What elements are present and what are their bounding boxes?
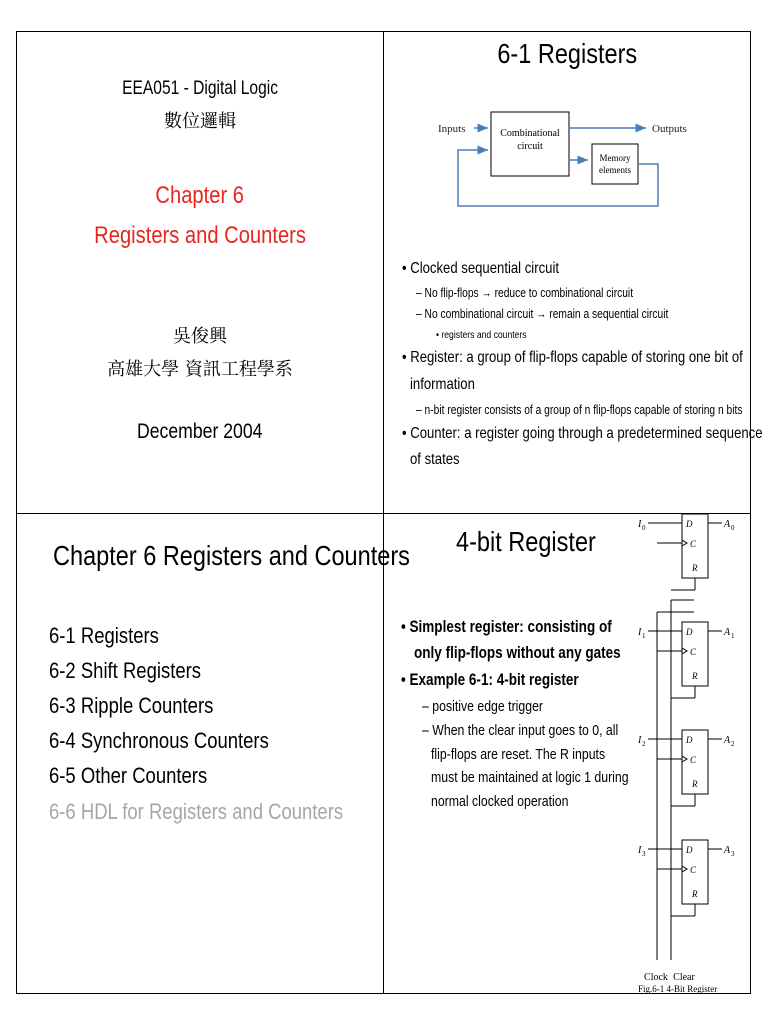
sub-nbit-register: – n-bit register consists of a group of n flip-flops capable of storing n bits	[416, 403, 743, 417]
bullet-counter-2: of states	[410, 451, 460, 468]
pin-c-label: C	[690, 755, 697, 765]
pin-d-label: D	[686, 519, 693, 529]
memory-box	[592, 144, 638, 184]
input-label: I	[638, 519, 642, 530]
department: 高雄大學 資訊工程學系	[107, 359, 293, 380]
input-label: I	[638, 845, 642, 856]
bullet-clocked: • Clocked sequential circuit	[402, 260, 560, 277]
pin-c-label: C	[690, 539, 697, 549]
sub-no-flipflops: – No flip-flops → reduce to combinational circuit	[416, 286, 634, 300]
slide-title: Chapter 6 Registers and Counters	[53, 540, 410, 571]
sub-edge-trigger: – positive edge trigger	[422, 698, 544, 715]
toc-item: 6-4 Synchronous Counters	[49, 728, 269, 753]
pin-d-label: D	[686, 627, 693, 637]
sub-clear-2: flip-flops are reset. The R inputs	[431, 746, 606, 763]
slide-registers	[384, 32, 763, 513]
date-line	[17, 420, 383, 444]
bullet-simplest-1: • Simplest register: consisting of	[401, 618, 612, 636]
pin-c-label: C	[690, 647, 697, 657]
chapter-title: Registers and Counters	[94, 222, 306, 249]
pin-d-label: D	[686, 735, 693, 745]
toc-item: 6-5 Other Counters	[49, 763, 208, 788]
toc-item: 6-2 Shift Registers	[49, 658, 202, 683]
output-label: A	[724, 519, 731, 530]
sub-clear-3: must be maintained at logic 1 during	[431, 769, 629, 786]
slide-title	[17, 32, 383, 513]
outputs-label: Outputs	[652, 123, 687, 135]
bullet-register-1: • Register: a group of flip-flops capable of storing one bit of	[402, 349, 743, 366]
output-label: A	[724, 845, 731, 856]
clear-label: Clear	[673, 972, 695, 983]
mem-label-1: Memory	[599, 153, 631, 163]
subsub-registers-counters: • registers and counters	[436, 329, 527, 341]
chapter-title-line	[17, 222, 383, 250]
pin-r-label: R	[692, 563, 698, 573]
input-label: I	[638, 735, 642, 746]
slide-contents	[17, 514, 410, 993]
slide-title: 6-1 Registers	[497, 38, 637, 69]
pin-c-label: C	[690, 865, 697, 875]
output-subscript: 3	[731, 850, 735, 858]
course-code: EEA051 - Digital Logic	[122, 78, 278, 99]
input-subscript: 3	[642, 850, 646, 858]
comb-label-2: circuit	[517, 141, 543, 152]
output-subscript: 1	[731, 632, 735, 640]
sequential-circuit-diagram	[436, 110, 736, 218]
input-subscript: 0	[642, 524, 646, 532]
output-label: A	[724, 627, 731, 638]
inputs-label: Inputs	[438, 123, 466, 135]
output-subscript: 2	[731, 740, 735, 748]
comb-label-1: Combinational	[500, 128, 560, 139]
bullet-simplest-2: only flip-flops without any gates	[414, 644, 621, 662]
slide-title: 4-bit Register	[456, 526, 596, 557]
pin-r-label: R	[692, 889, 698, 899]
input-label: I	[638, 627, 642, 638]
bullet-counter-1: • Counter: a register going through a predetermined sequence	[402, 425, 763, 442]
mem-label-2: elements	[599, 165, 631, 175]
bullet-register-2: information	[410, 376, 475, 393]
input-subscript: 1	[642, 632, 646, 640]
toc-item: 6-1 Registers	[49, 623, 159, 648]
author-name: 吳俊興	[173, 326, 227, 347]
input-subscript: 2	[642, 740, 646, 748]
slide-title-row	[384, 38, 750, 70]
date: December 2004	[137, 420, 263, 443]
output-subscript: 0	[731, 524, 735, 532]
four-bit-register-schematic	[636, 512, 752, 988]
sub-no-combinational: – No combinational circuit → remain a sequential circuit	[416, 307, 669, 321]
pin-d-label: D	[686, 845, 693, 855]
chapter-label: Chapter 6	[155, 182, 245, 209]
figure-caption-row	[636, 984, 752, 994]
sub-clear-4: normal clocked operation	[431, 793, 569, 810]
course-line	[17, 78, 383, 100]
chapter-line	[17, 182, 383, 210]
pin-r-label: R	[692, 779, 698, 789]
figure-caption: Fig.6-1 4-Bit Register	[638, 984, 718, 994]
sub-clear-1: – When the clear input goes to 0, all	[422, 722, 619, 739]
pin-r-label: R	[692, 671, 698, 681]
course-cn: 數位邏輯	[164, 111, 236, 132]
toc-item: 6-3 Ripple Counters	[49, 693, 214, 718]
clock-label: Clock	[644, 972, 668, 983]
output-label: A	[724, 735, 731, 746]
bullet-example: • Example 6-1: 4-bit register	[401, 671, 579, 689]
toc-item-hdl: 6-6 HDL for Registers and Counters	[49, 799, 344, 824]
